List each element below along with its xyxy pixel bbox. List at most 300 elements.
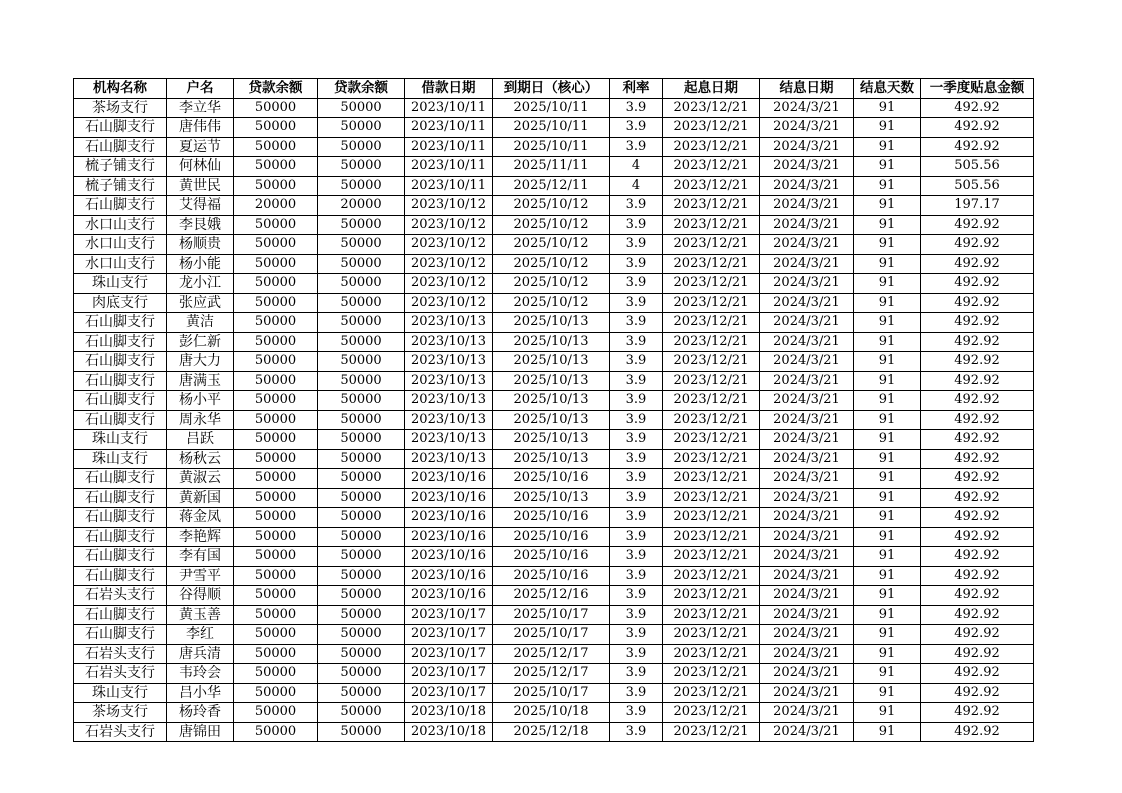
interest-rate-cell: 3.9: [610, 371, 663, 391]
account-name-cell: 黄淑云: [167, 469, 234, 489]
loan-balance-cell: 50000: [234, 98, 318, 118]
settlement-date-cell: 2024/3/21: [760, 605, 854, 625]
subsidy-amount-cell: 492.92: [921, 449, 1034, 469]
account-name-cell: 唐兵清: [167, 644, 234, 664]
institution-cell: 茶场支行: [74, 98, 167, 118]
header-settlement-days: 结息天数: [854, 79, 921, 99]
interest-rate-cell: 3.9: [610, 313, 663, 333]
loan-date-cell: 2023/10/16: [405, 488, 493, 508]
start-date-cell: 2023/12/21: [663, 547, 760, 567]
interest-rate-cell: 3.9: [610, 508, 663, 528]
loan-balance-2-cell: 50000: [318, 332, 405, 352]
maturity-date-cell: 2025/10/12: [493, 196, 610, 216]
start-date-cell: 2023/12/21: [663, 683, 760, 703]
loan-balance-cell: 50000: [234, 332, 318, 352]
start-date-cell: 2023/12/21: [663, 391, 760, 411]
loan-balance-2-cell: 50000: [318, 449, 405, 469]
start-date-cell: 2023/12/21: [663, 98, 760, 118]
table-row: [74, 683, 1034, 703]
maturity-date-cell: 2025/10/16: [493, 469, 610, 489]
settlement-days-cell: 91: [854, 703, 921, 723]
institution-cell: 石山脚支行: [74, 332, 167, 352]
interest-rate-cell: 3.9: [610, 118, 663, 138]
loan-balance-cell: 50000: [234, 313, 318, 333]
table-row: [74, 254, 1034, 274]
maturity-date-cell: 2025/10/16: [493, 508, 610, 528]
loan-balance-cell: 50000: [234, 722, 318, 742]
maturity-date-cell: 2025/10/18: [493, 703, 610, 723]
settlement-date-cell: 2024/3/21: [760, 410, 854, 430]
table-row: [74, 293, 1034, 313]
maturity-date-cell: 2025/10/12: [493, 254, 610, 274]
loan-balance-cell: 50000: [234, 566, 318, 586]
institution-cell: 珠山支行: [74, 430, 167, 450]
loan-balance-2-cell: 50000: [318, 430, 405, 450]
header-account-name: 户名: [167, 79, 234, 99]
loan-balance-2-cell: 50000: [318, 703, 405, 723]
settlement-days-cell: 91: [854, 469, 921, 489]
loan-balance-cell: 50000: [234, 644, 318, 664]
loan-balance-cell: 50000: [234, 293, 318, 313]
maturity-date-cell: 2025/10/11: [493, 137, 610, 157]
loan-balance-cell: 50000: [234, 469, 318, 489]
start-date-cell: 2023/12/21: [663, 196, 760, 216]
subsidy-amount-cell: 492.92: [921, 118, 1034, 138]
loan-balance-cell: 50000: [234, 215, 318, 235]
header-start-date: 起息日期: [663, 79, 760, 99]
maturity-date-cell: 2025/10/11: [493, 98, 610, 118]
subsidy-amount-cell: 492.92: [921, 293, 1034, 313]
settlement-days-cell: 91: [854, 644, 921, 664]
institution-cell: 石山脚支行: [74, 371, 167, 391]
interest-rate-cell: 3.9: [610, 352, 663, 372]
interest-rate-cell: 3.9: [610, 254, 663, 274]
loan-balance-cell: 50000: [234, 254, 318, 274]
maturity-date-cell: 2025/11/11: [493, 157, 610, 177]
table-row: [74, 235, 1034, 255]
table-row: [74, 586, 1034, 606]
subsidy-amount-cell: 492.92: [921, 644, 1034, 664]
loan-balance-cell: 50000: [234, 137, 318, 157]
interest-rate-cell: 3.9: [610, 410, 663, 430]
account-name-cell: 唐大力: [167, 352, 234, 372]
table-row: [74, 352, 1034, 372]
loan-date-cell: 2023/10/12: [405, 293, 493, 313]
loan-balance-2-cell: 50000: [318, 664, 405, 684]
loan-balance-cell: 50000: [234, 391, 318, 411]
institution-cell: 珠山支行: [74, 274, 167, 294]
subsidy-amount-cell: 505.56: [921, 176, 1034, 196]
loan-balance-cell: 50000: [234, 352, 318, 372]
account-name-cell: 何林仙: [167, 157, 234, 177]
interest-rate-cell: 3.9: [610, 332, 663, 352]
loan-balance-cell: 50000: [234, 235, 318, 255]
loan-balance-2-cell: 50000: [318, 313, 405, 333]
maturity-date-cell: 2025/12/17: [493, 644, 610, 664]
maturity-date-cell: 2025/10/12: [493, 293, 610, 313]
subsidy-amount-cell: 492.92: [921, 98, 1034, 118]
interest-rate-cell: 3.9: [610, 98, 663, 118]
settlement-days-cell: 91: [854, 254, 921, 274]
interest-rate-cell: 3.9: [610, 449, 663, 469]
account-name-cell: 杨顺贵: [167, 235, 234, 255]
loan-balance-2-cell: 50000: [318, 488, 405, 508]
start-date-cell: 2023/12/21: [663, 254, 760, 274]
loan-balance-2-cell: 50000: [318, 352, 405, 372]
loan-balance-cell: 50000: [234, 488, 318, 508]
loan-balance-2-cell: 50000: [318, 176, 405, 196]
interest-rate-cell: 3.9: [610, 137, 663, 157]
table-row: [74, 488, 1034, 508]
maturity-date-cell: 2025/10/13: [493, 449, 610, 469]
loan-date-cell: 2023/10/18: [405, 703, 493, 723]
settlement-date-cell: 2024/3/21: [760, 254, 854, 274]
loan-balance-cell: 50000: [234, 371, 318, 391]
institution-cell: 水口山支行: [74, 235, 167, 255]
subsidy-amount-cell: 492.92: [921, 625, 1034, 645]
subsidy-amount-cell: 492.92: [921, 332, 1034, 352]
settlement-days-cell: 91: [854, 664, 921, 684]
header-row: [74, 79, 1034, 99]
table-row: [74, 157, 1034, 177]
maturity-date-cell: 2025/10/13: [493, 488, 610, 508]
loan-balance-2-cell: 50000: [318, 586, 405, 606]
institution-cell: 石山脚支行: [74, 352, 167, 372]
account-name-cell: 唐伟伟: [167, 118, 234, 138]
loan-date-cell: 2023/10/16: [405, 547, 493, 567]
loan-balance-2-cell: 50000: [318, 235, 405, 255]
start-date-cell: 2023/12/21: [663, 118, 760, 138]
table-row: [74, 566, 1034, 586]
loan-balance-2-cell: 50000: [318, 527, 405, 547]
loan-balance-cell: 50000: [234, 410, 318, 430]
account-name-cell: 尹雪平: [167, 566, 234, 586]
settlement-days-cell: 91: [854, 196, 921, 216]
loan-balance-2-cell: 50000: [318, 254, 405, 274]
account-name-cell: 黄洁: [167, 313, 234, 333]
account-name-cell: 周永华: [167, 410, 234, 430]
settlement-days-cell: 91: [854, 508, 921, 528]
account-name-cell: 李立华: [167, 98, 234, 118]
start-date-cell: 2023/12/21: [663, 644, 760, 664]
account-name-cell: 彭仁新: [167, 332, 234, 352]
interest-rate-cell: 3.9: [610, 274, 663, 294]
settlement-date-cell: 2024/3/21: [760, 586, 854, 606]
start-date-cell: 2023/12/21: [663, 430, 760, 450]
loan-balance-2-cell: 50000: [318, 371, 405, 391]
institution-cell: 石山脚支行: [74, 625, 167, 645]
institution-cell: 石岩头支行: [74, 586, 167, 606]
subsidy-amount-cell: 492.92: [921, 352, 1034, 372]
loan-date-cell: 2023/10/13: [405, 449, 493, 469]
institution-cell: 石山脚支行: [74, 508, 167, 528]
loan-date-cell: 2023/10/13: [405, 391, 493, 411]
interest-rate-cell: 3.9: [610, 293, 663, 313]
subsidy-amount-cell: 492.92: [921, 722, 1034, 742]
settlement-days-cell: 91: [854, 118, 921, 138]
loan-balance-2-cell: 50000: [318, 137, 405, 157]
loan-date-cell: 2023/10/11: [405, 137, 493, 157]
subsidy-amount-cell: 492.92: [921, 547, 1034, 567]
loan-balance-cell: 50000: [234, 176, 318, 196]
settlement-date-cell: 2024/3/21: [760, 488, 854, 508]
start-date-cell: 2023/12/21: [663, 293, 760, 313]
institution-cell: 石山脚支行: [74, 410, 167, 430]
table-row: [74, 449, 1034, 469]
loan-interest-subsidy-table: [73, 78, 1034, 742]
maturity-date-cell: 2025/10/13: [493, 352, 610, 372]
subsidy-amount-cell: 492.92: [921, 508, 1034, 528]
account-name-cell: 李艮娥: [167, 215, 234, 235]
interest-rate-cell: 3.9: [610, 235, 663, 255]
start-date-cell: 2023/12/21: [663, 332, 760, 352]
table-row: [74, 332, 1034, 352]
start-date-cell: 2023/12/21: [663, 235, 760, 255]
loan-date-cell: 2023/10/11: [405, 98, 493, 118]
account-name-cell: 韦玲会: [167, 664, 234, 684]
maturity-date-cell: 2025/10/12: [493, 274, 610, 294]
loan-balance-cell: 50000: [234, 274, 318, 294]
settlement-date-cell: 2024/3/21: [760, 664, 854, 684]
loan-balance-cell: 50000: [234, 547, 318, 567]
loan-balance-2-cell: 50000: [318, 469, 405, 489]
institution-cell: 水口山支行: [74, 215, 167, 235]
subsidy-amount-cell: 492.92: [921, 313, 1034, 333]
institution-cell: 石岩头支行: [74, 664, 167, 684]
subsidy-amount-cell: 505.56: [921, 157, 1034, 177]
account-name-cell: 杨小能: [167, 254, 234, 274]
table-row: [74, 508, 1034, 528]
loan-date-cell: 2023/10/13: [405, 371, 493, 391]
start-date-cell: 2023/12/21: [663, 722, 760, 742]
interest-rate-cell: 3.9: [610, 566, 663, 586]
settlement-date-cell: 2024/3/21: [760, 683, 854, 703]
account-name-cell: 谷得顺: [167, 586, 234, 606]
loan-balance-cell: 50000: [234, 703, 318, 723]
settlement-days-cell: 91: [854, 215, 921, 235]
subsidy-amount-cell: 492.92: [921, 235, 1034, 255]
settlement-days-cell: 91: [854, 157, 921, 177]
table-row: [74, 722, 1034, 742]
institution-cell: 肉底支行: [74, 293, 167, 313]
account-name-cell: 杨秋云: [167, 449, 234, 469]
table-row: [74, 430, 1034, 450]
interest-rate-cell: 3.9: [610, 605, 663, 625]
settlement-days-cell: 91: [854, 586, 921, 606]
settlement-date-cell: 2024/3/21: [760, 527, 854, 547]
loan-balance-2-cell: 50000: [318, 566, 405, 586]
institution-cell: 石山脚支行: [74, 488, 167, 508]
settlement-date-cell: 2024/3/21: [760, 352, 854, 372]
loan-balance-cell: 50000: [234, 430, 318, 450]
start-date-cell: 2023/12/21: [663, 586, 760, 606]
interest-rate-cell: 3.9: [610, 488, 663, 508]
loan-date-cell: 2023/10/13: [405, 410, 493, 430]
table-row: [74, 176, 1034, 196]
loan-balance-cell: 50000: [234, 508, 318, 528]
settlement-date-cell: 2024/3/21: [760, 176, 854, 196]
settlement-date-cell: 2024/3/21: [760, 566, 854, 586]
loan-balance-2-cell: 50000: [318, 391, 405, 411]
loan-date-cell: 2023/10/12: [405, 215, 493, 235]
subsidy-amount-cell: 492.92: [921, 527, 1034, 547]
start-date-cell: 2023/12/21: [663, 313, 760, 333]
settlement-days-cell: 91: [854, 566, 921, 586]
settlement-date-cell: 2024/3/21: [760, 118, 854, 138]
account-name-cell: 龙小江: [167, 274, 234, 294]
loan-balance-cell: 50000: [234, 157, 318, 177]
interest-rate-cell: 4: [610, 176, 663, 196]
loan-balance-2-cell: 50000: [318, 722, 405, 742]
start-date-cell: 2023/12/21: [663, 137, 760, 157]
table-row: [74, 644, 1034, 664]
institution-cell: 茶场支行: [74, 703, 167, 723]
account-name-cell: 唐锦田: [167, 722, 234, 742]
maturity-date-cell: 2025/10/16: [493, 547, 610, 567]
start-date-cell: 2023/12/21: [663, 215, 760, 235]
settlement-days-cell: 91: [854, 235, 921, 255]
header-settlement-date: 结息日期: [760, 79, 854, 99]
loan-date-cell: 2023/10/18: [405, 722, 493, 742]
loan-date-cell: 2023/10/11: [405, 118, 493, 138]
account-name-cell: 吕小华: [167, 683, 234, 703]
start-date-cell: 2023/12/21: [663, 274, 760, 294]
start-date-cell: 2023/12/21: [663, 527, 760, 547]
subsidy-amount-cell: 197.17: [921, 196, 1034, 216]
loan-date-cell: 2023/10/17: [405, 605, 493, 625]
start-date-cell: 2023/12/21: [663, 157, 760, 177]
account-name-cell: 唐满玉: [167, 371, 234, 391]
start-date-cell: 2023/12/21: [663, 449, 760, 469]
maturity-date-cell: 2025/10/17: [493, 625, 610, 645]
settlement-days-cell: 91: [854, 137, 921, 157]
subsidy-amount-cell: 492.92: [921, 137, 1034, 157]
loan-date-cell: 2023/10/12: [405, 235, 493, 255]
table-row: [74, 196, 1034, 216]
loan-balance-cell: 50000: [234, 449, 318, 469]
institution-cell: 石山脚支行: [74, 547, 167, 567]
settlement-days-cell: 91: [854, 98, 921, 118]
institution-cell: 石山脚支行: [74, 313, 167, 333]
loan-balance-cell: 50000: [234, 605, 318, 625]
account-name-cell: 杨小平: [167, 391, 234, 411]
interest-rate-cell: 3.9: [610, 547, 663, 567]
settlement-date-cell: 2024/3/21: [760, 703, 854, 723]
subsidy-amount-cell: 492.92: [921, 391, 1034, 411]
settlement-days-cell: 91: [854, 449, 921, 469]
maturity-date-cell: 2025/12/11: [493, 176, 610, 196]
table-row: [74, 703, 1034, 723]
institution-cell: 石山脚支行: [74, 391, 167, 411]
account-name-cell: 李艳辉: [167, 527, 234, 547]
loan-date-cell: 2023/10/16: [405, 566, 493, 586]
institution-cell: 梳子铺支行: [74, 176, 167, 196]
account-name-cell: 夏运节: [167, 137, 234, 157]
maturity-date-cell: 2025/12/16: [493, 586, 610, 606]
subsidy-amount-cell: 492.92: [921, 215, 1034, 235]
loan-date-cell: 2023/10/16: [405, 527, 493, 547]
maturity-date-cell: 2025/10/13: [493, 391, 610, 411]
table-row: [74, 137, 1034, 157]
loan-balance-cell: 20000: [234, 196, 318, 216]
interest-rate-cell: 3.9: [610, 527, 663, 547]
institution-cell: 石岩头支行: [74, 722, 167, 742]
settlement-date-cell: 2024/3/21: [760, 371, 854, 391]
start-date-cell: 2023/12/21: [663, 469, 760, 489]
subsidy-amount-cell: 492.92: [921, 683, 1034, 703]
settlement-days-cell: 91: [854, 683, 921, 703]
start-date-cell: 2023/12/21: [663, 625, 760, 645]
institution-cell: 石山脚支行: [74, 137, 167, 157]
settlement-days-cell: 91: [854, 722, 921, 742]
settlement-date-cell: 2024/3/21: [760, 625, 854, 645]
table-row: [74, 410, 1034, 430]
account-name-cell: 李有国: [167, 547, 234, 567]
subsidy-amount-cell: 492.92: [921, 371, 1034, 391]
loan-balance-2-cell: 50000: [318, 118, 405, 138]
settlement-days-cell: 91: [854, 410, 921, 430]
loan-date-cell: 2023/10/17: [405, 625, 493, 645]
loan-balance-cell: 50000: [234, 586, 318, 606]
loan-balance-cell: 50000: [234, 664, 318, 684]
settlement-date-cell: 2024/3/21: [760, 215, 854, 235]
start-date-cell: 2023/12/21: [663, 566, 760, 586]
header-institution: 机构名称: [74, 79, 167, 99]
maturity-date-cell: 2025/10/12: [493, 215, 610, 235]
loan-balance-2-cell: 50000: [318, 508, 405, 528]
loan-date-cell: 2023/10/12: [405, 196, 493, 216]
loan-balance-2-cell: 50000: [318, 293, 405, 313]
settlement-days-cell: 91: [854, 391, 921, 411]
table-row: [74, 274, 1034, 294]
settlement-days-cell: 91: [854, 332, 921, 352]
settlement-date-cell: 2024/3/21: [760, 137, 854, 157]
interest-rate-cell: 3.9: [610, 664, 663, 684]
interest-rate-cell: 3.9: [610, 215, 663, 235]
subsidy-amount-cell: 492.92: [921, 274, 1034, 294]
start-date-cell: 2023/12/21: [663, 371, 760, 391]
table-row: [74, 215, 1034, 235]
loan-date-cell: 2023/10/16: [405, 508, 493, 528]
interest-rate-cell: 3.9: [610, 625, 663, 645]
loan-balance-cell: 50000: [234, 118, 318, 138]
interest-rate-cell: 3.9: [610, 722, 663, 742]
subsidy-amount-cell: 492.92: [921, 430, 1034, 450]
settlement-date-cell: 2024/3/21: [760, 293, 854, 313]
interest-rate-cell: 3.9: [610, 586, 663, 606]
maturity-date-cell: 2025/12/18: [493, 722, 610, 742]
settlement-date-cell: 2024/3/21: [760, 274, 854, 294]
table-row: [74, 469, 1034, 489]
loan-balance-2-cell: 50000: [318, 98, 405, 118]
start-date-cell: 2023/12/21: [663, 703, 760, 723]
interest-rate-cell: 3.9: [610, 430, 663, 450]
maturity-date-cell: 2025/10/11: [493, 118, 610, 138]
settlement-date-cell: 2024/3/21: [760, 430, 854, 450]
settlement-date-cell: 2024/3/21: [760, 547, 854, 567]
header-interest-rate: 利率: [610, 79, 663, 99]
header-loan-balance: 贷款余额: [234, 79, 318, 99]
loan-date-cell: 2023/10/17: [405, 664, 493, 684]
loan-date-cell: 2023/10/12: [405, 254, 493, 274]
interest-rate-cell: 3.9: [610, 391, 663, 411]
settlement-days-cell: 91: [854, 605, 921, 625]
loan-balance-2-cell: 50000: [318, 605, 405, 625]
interest-rate-cell: 3.9: [610, 469, 663, 489]
subsidy-amount-cell: 492.92: [921, 605, 1034, 625]
maturity-date-cell: 2025/10/17: [493, 683, 610, 703]
settlement-days-cell: 91: [854, 371, 921, 391]
